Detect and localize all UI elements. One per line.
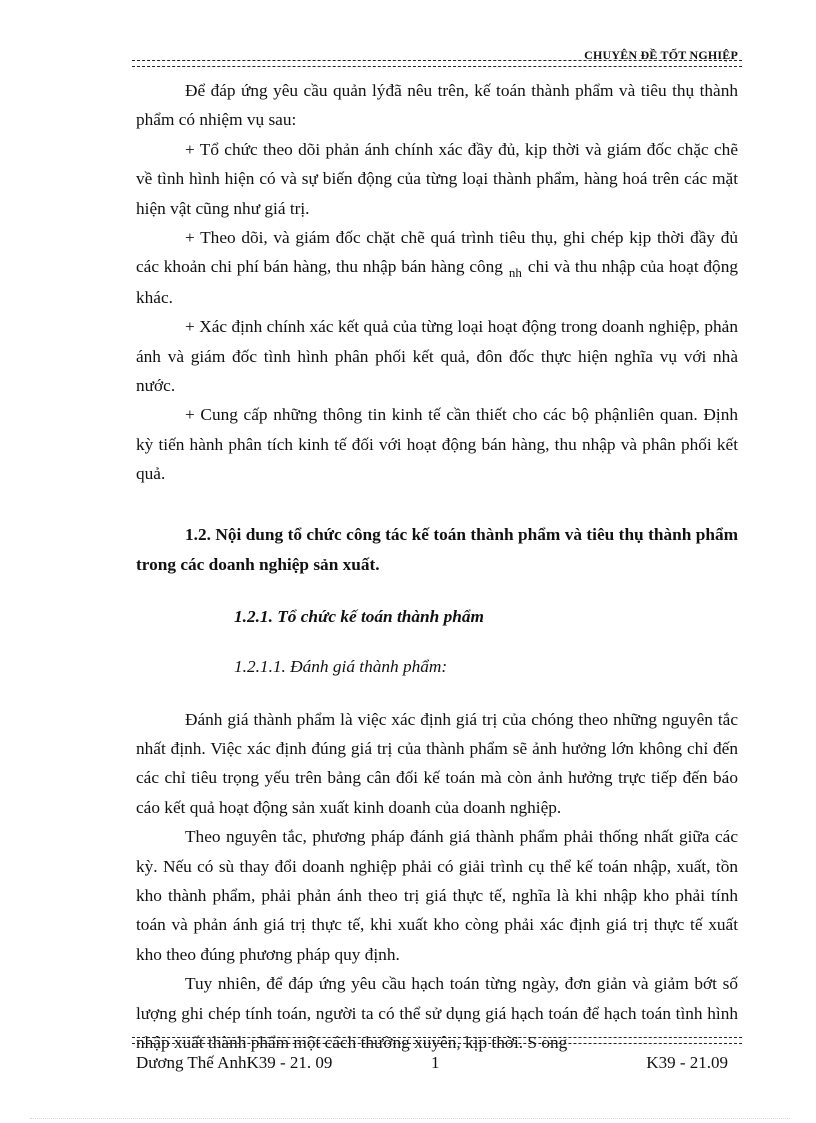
document-header-title: CHUYÊN ĐỀ TỐT NGHIỆP (584, 48, 738, 62)
document-body (136, 76, 738, 1057)
footer-author: Dương Thế AnhK39 - 21. 09 (136, 1053, 333, 1072)
paragraph: Tuy nhiên, để đáp ứng yêu cầu hạch toán từng ngày, đơn giản và giảm bớt số lượng ghi chép tính toán, người ta có thể sử dụng giá hạch toán để hạch toán tình hình nhập xuất thành phẩm một cách thường xuyên, kịp thời. S ong (136, 974, 738, 1052)
paragraph: Để đáp ứng yêu cầu quản lýđã nêu trên, kế toán thành phẩm và tiêu thụ thành phẩm có nhiệm vụ sau: (136, 81, 738, 130)
paragraph-text: + Theo dõi, và giám đốc chặt chẽ quá trình tiêu thụ, ghi chép kịp thời đầy đủ các khoản chi phí bán hàng, thu nhập bán hàng công (136, 228, 738, 277)
page-number: 1 (431, 1053, 440, 1072)
paragraph: Theo nguyên tắc, phương pháp đánh giá thành phẩm phải thống nhất giữa các kỳ. Nếu có sù thay đổi doanh nghiệp phải có giải trình cụ thể kế toán nhập, xuất, tồn kho thành phẩm, phải phản ánh theo trị giá thực tế, nghĩa là khi nhập kho phải tính toán và phản ánh giá trị thực tế, khi xuất kho còng phải xác định giá trị thực tế xuất kho theo đúng phương pháp quy định. (136, 827, 738, 964)
paragraph: + Tổ chức theo dõi phản ánh chính xác đầy đủ, kịp thời và giám đốc chặc chẽ về tình hình hiện có và sự biến động của từng loại thành phẩm, hàng hoá trên các mặt hiện vật cũng như giá trị. (136, 139, 738, 218)
page-edge-line (30, 1118, 790, 1119)
stray-mark: nh (508, 265, 522, 281)
subsection-heading: 1.2.1. Tổ chức kế toán thành phẩm (234, 606, 484, 626)
footer-class-code: K39 - 21.09 (646, 1053, 728, 1072)
header-divider (132, 60, 742, 67)
section-heading: 1.2. Nội dung tổ chức công tác kế toán thành phẩm và tiêu thụ thành phẩm trong các doanh nghiệp sản xuất. (136, 524, 738, 574)
paragraph: + Cung cấp những thông tin kinh tế cần thiết cho các bộ phậnliên quan. Định kỳ tiến hành phân tích kinh tế đối với hoạt động bán hàng, thu nhập và phân phối kết quả. (136, 405, 738, 484)
footer-divider (132, 1037, 742, 1044)
subsubsection-heading: 1.2.1.1. Đánh giá thành phẩm: (234, 657, 448, 677)
paragraph: Đánh giá thành phẩm là việc xác định giá trị của chóng theo những nguyên tắc nhất định. Việc xác định đúng giá trị của thành phẩm sẽ ảnh hưởng lớn không chỉ đến các chỉ tiêu trọng yếu trên bảng cân đối kế toán mà còn ảnh hưởng trực tiếp đến báo cáo kết quả hoạt động sản xuất kinh doanh của doanh nghiệp. (136, 709, 738, 817)
paragraph-text: chi và thu nhập của hoạt động khác. (136, 257, 738, 307)
paragraph (136, 223, 738, 312)
paragraph: + Xác định chính xác kết quả của từng loại hoạt động trong doanh nghiệp, phản ánh và giám đốc tình hình phân phối kết quả, đôn đốc thực hiện nghĩa vụ với nhà nước. (136, 317, 738, 396)
